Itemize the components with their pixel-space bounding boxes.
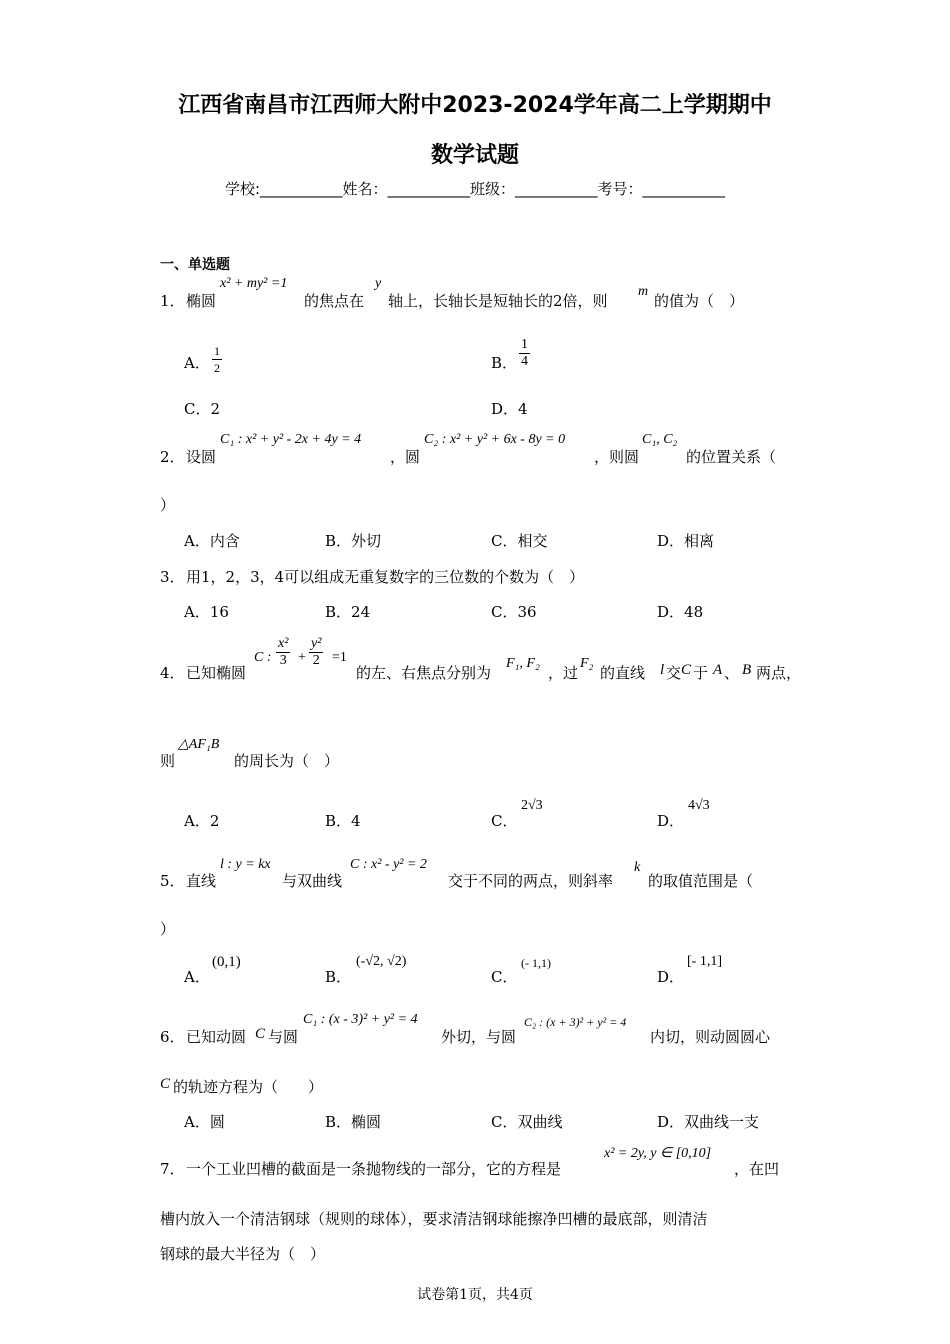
q4-option-d-label: D． [657,812,685,830]
q6-text-b: 与圆 [268,1028,299,1046]
q1-option-a-label: A． [184,354,210,372]
q1-option-c: C．2 [184,400,221,418]
student-info-line: 学校:___________姓名：___________班级：___________考号：___________ [224,180,726,198]
q3-text: 用1，2，3，4可以组成无重复数字的三位数的个数为（ ） [186,568,585,586]
q2-text-d: 的位置关系（ [686,448,777,466]
q3-option-c: C．36 [491,603,537,621]
q6-circle-c1-equation: C₁ : (x - 3)² + y² = 4 [303,1012,418,1027]
q6-text-a: 已知动圆 [186,1028,247,1046]
q1-equation: x² + my² =1 [220,276,288,291]
q5-number: 5． [160,872,185,890]
q4-fraction-y: $\frac{\text{y²}}{2}$ [311,636,322,668]
q3-option-d: D．48 [657,603,704,621]
q1-option-a-fraction: $\frac{1}{2}$ [214,344,220,375]
q1-text-d: 的值为（ ） [654,292,745,310]
q5-option-a-value: (0,1) [212,954,241,970]
q4-text-c: ，过 [548,664,579,682]
q2-option-d: D．相离 [657,532,715,550]
q4-focus-f2: F₂ [580,656,594,671]
q4-fraction-x: $\frac{\text{x²}}{3}$ [278,636,289,668]
q6-option-d: D．双曲线一支 [657,1113,760,1131]
q2-option-a: A．内含 [184,532,240,550]
q4-plus: + [298,650,306,665]
q4-equals: =1 [332,650,347,665]
q4-text-d: 的直线 [600,664,646,682]
q4-text-j: 的周长为（ ） [234,752,340,770]
q1-text-b: 的焦点在 [304,292,365,310]
q6-number: 6． [160,1028,185,1046]
q5-text-b: 与双曲线 [282,872,343,890]
q6-var-c: C [255,1026,266,1042]
q6-option-b: B．椭圆 [325,1113,382,1131]
q4-option-b: B．4 [325,812,361,830]
q2-text-a: 设圆 [186,448,217,466]
q6-text-d: 内切，则动圆圆心 [650,1028,771,1046]
q5-var-k: k [634,860,641,875]
q4-text-b: 的左、右焦点分别为 [356,664,492,682]
q5-option-a-label: A． [184,968,210,986]
q1-var-m: m [638,284,649,299]
q7-text-b: ，在凹 [734,1160,780,1178]
q5-option-b-label: B． [325,968,352,986]
q1-option-d: D．4 [491,400,528,418]
q7-parabola-equation: x² = 2y, y ∈ [0,10] [604,1146,712,1161]
q2-text-e: ） [160,496,176,514]
q5-option-d-value: [- 1,1] [687,954,722,969]
q4-text-a: 已知椭圆 [186,664,247,682]
q5-option-c-value: (- 1,1) [521,956,551,970]
q4-number: 4． [160,664,185,682]
q6-option-a: A．圆 [184,1113,225,1131]
q5-line-equation: l : y = kx [220,857,271,872]
q4-text-i: 则 [160,752,176,770]
q5-option-b-value: (-√2, √2) [356,954,407,969]
q3-option-b: B．24 [325,603,371,621]
q1-text-a: 椭圆 [186,292,217,310]
q4-text-f: 于 [693,664,709,682]
q2-text-b: ，圆 [390,448,421,466]
q4-option-c-value: 2√3 [521,798,543,813]
q3-number: 3． [160,568,185,586]
q4-ellipse-name: C : [254,650,272,665]
q3-option-a: A．16 [184,603,229,621]
q1-option-b-fraction: $\frac{1}{4}$ [521,337,528,369]
q5-text-d: 的取值范围是（ [648,872,754,890]
section-heading: 一、单选题 [160,257,230,273]
q2-text-c: ，则圆 [594,448,640,466]
q7-number: 7． [160,1160,185,1178]
q4-foci: F₁, F₂ [506,656,540,671]
q7-text-d: 钢球的最大半径为（ ） [160,1245,326,1263]
q1-option-b-label: B． [491,354,518,372]
q1-text-c: 轴上，长轴长是短轴长的2倍，则 [388,292,608,310]
q1-number: 1． [160,292,185,310]
q2-circle-c1-equation: C₁ : x² + y² - 2x + 4y = 4 [220,432,362,447]
q4-option-d-value: 4√3 [688,798,710,813]
q4-var-l: l [660,662,665,678]
q4-var-a: A [713,662,723,678]
q7-text-c: 槽内放入一个清洁钢球（规则的球体），要求清洁钢球能擦净凹槽的最底部，则清洁 [160,1210,708,1228]
q2-number: 2． [160,448,185,466]
q4-option-a: A．2 [184,812,220,830]
q4-option-c-label: C． [491,812,518,830]
q5-hyperbola-equation: C : x² - y² = 2 [350,857,427,872]
q6-var-c-2: C [160,1076,171,1092]
q6-text-c: 外切，与圆 [441,1028,517,1046]
q5-option-c-label: C． [491,968,518,986]
q2-circle-c2-equation: C₂ : x² + y² + 6x - 8y = 0 [424,432,566,447]
q6-option-c: C．双曲线 [491,1113,563,1131]
q4-text-e: 交 [666,664,682,682]
q5-text-e: ） [160,920,176,938]
page-title-line2: 数学试题 [430,143,519,168]
q2-option-c: C．相交 [491,532,548,550]
q5-text-a: 直线 [186,872,217,890]
q5-text-c: 交于不同的两点，则斜率 [448,872,614,890]
q4-var-c: C [681,662,692,678]
q4-text-g: 、 [724,664,740,682]
q6-circle-c2-equation: C₂ : (x + 3)² + y² = 4 [524,1015,627,1029]
q7-text-a: 一个工业凹槽的截面是一条抛物线的一部分，它的方程是 [186,1160,562,1178]
q4-var-b: B [742,662,752,678]
q6-text-e: 的轨迹方程为（ ） [173,1078,324,1096]
q5-option-d-label: D． [657,968,685,986]
q2-circles: C₁, C₂ [642,432,678,447]
q4-triangle: △AF₁B [178,737,220,752]
q2-option-b: B．外切 [325,532,382,550]
page-footer: 试卷第1页，共4页 [417,1287,533,1303]
q4-text-h: 两点， [756,664,802,682]
q1-var-y: y [375,276,382,291]
page-title-line1: 江西省南昌市江西师大附中2023-2024学年高二上学期期中 [178,93,772,118]
